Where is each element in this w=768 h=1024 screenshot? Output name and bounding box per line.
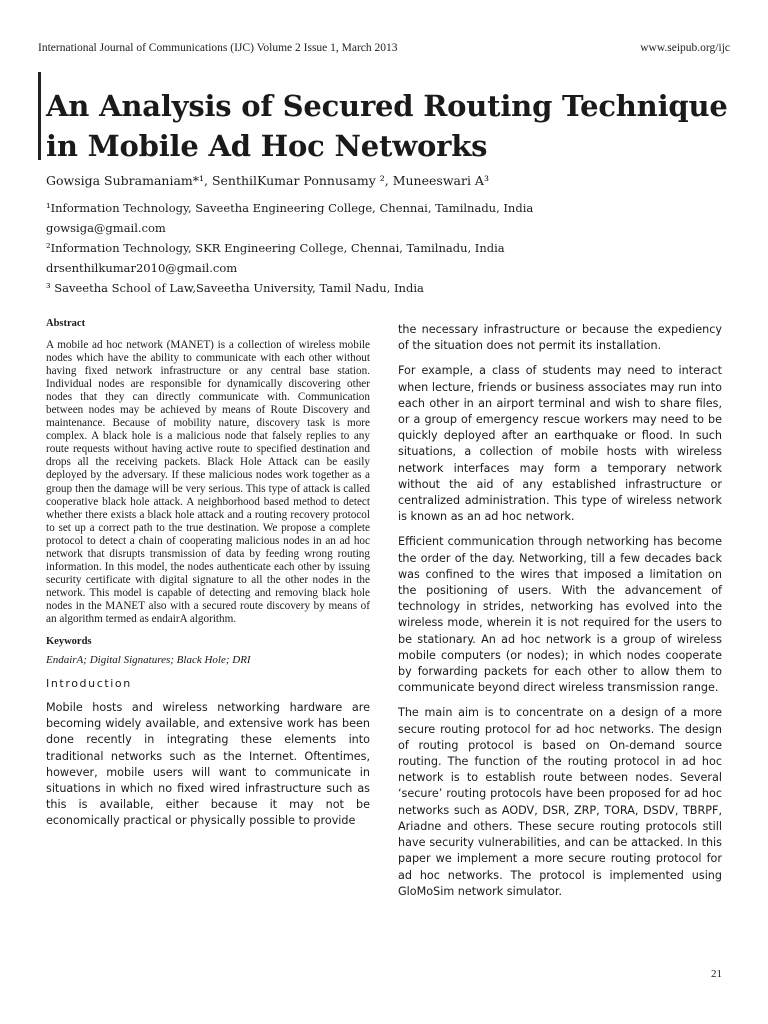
intro-paragraph-3: Efficient communication through networking has become the order of the day. Networking, till a few decades back was confined to the wires that imposed a limitation on the positioning of users. With the advancement of technology in strides, networking has evolved into the wireless mode, wherein it is not required for the users to be stationary. An ad hoc network is a group of wireless mobile computers (or nodes); in which nodes cooperate by forwarding packets for each other to allow them to communicate beyond direct wireless transmission range. <box>398 535 722 695</box>
journal-citation: International Journal of Communications (IJC) Volume 2 Issue 1, March 2013 <box>38 42 398 54</box>
email-1: gowsiga@gmail.com <box>46 221 166 235</box>
introduction-heading: Introduction <box>46 677 132 691</box>
keywords-text: EndairA; Digital Signatures; Black Hole; DRI <box>46 654 251 667</box>
affiliation-2: ²Information Technology, SKR Engineering College, Chennai, Tamilnadu, India <box>46 241 505 255</box>
running-header <box>38 42 730 54</box>
keywords-heading: Keywords <box>46 636 92 648</box>
journal-url: www.seipub.org/ijc <box>640 42 730 54</box>
abstract-heading: Abstract <box>46 318 86 329</box>
affiliation-1: ¹Information Technology, Saveetha Engineering College, Chennai, Tamilnadu, India <box>46 201 534 215</box>
intro-paragraph-4: The main aim is to concentrate on a design of a more secure routing protocol for ad hoc networks. The design of routing protocol is based on On-demand source routing. The function of the routing protocol in ad hoc network is to establish route between nodes. Several ‘secure’ routing protocols have been proposed for ad hoc networks such as AODV, DSR, ZRP, TORA, DSDV, TBRPF, Ariadne and others. These secure routing protocols still have security vulnerabilities, and can be attacked. In this paper we implement a more secure routing protocol for ad hoc networks. The protocol is implemented using GloMoSim network simulator. <box>398 706 722 898</box>
affiliations <box>46 198 736 298</box>
author-list: Gowsiga Subramaniam*¹, SenthilKumar Ponnusamy ², Muneeswari A³ <box>46 173 489 188</box>
left-column <box>46 318 370 839</box>
paper-title: An Analysis of Secured Routing Technique in Mobile Ad Hoc Networks <box>46 89 728 163</box>
right-column <box>398 322 722 909</box>
email-2: drsenthilkumar2010@gmail.com <box>46 261 238 275</box>
intro-paragraph-1: Mobile hosts and wireless networking hardware are becoming widely available, and extensive work has been done recently in integrating these elements into traditional networks such as the Internet. Oftentimes, however, mobile users will want to communicate in situations in which no fixed wired infrastructure such as this is available, either because it may not be economically practical or physically possible to provide <box>46 701 370 828</box>
title-rule <box>38 72 41 160</box>
affiliation-3: ³ Saveetha School of Law,Saveetha University, Tamil Nadu, India <box>46 281 424 295</box>
page-number: 21 <box>711 968 722 980</box>
abstract-text: A mobile ad hoc network (MANET) is a collection of wireless mobile nodes which have the ability to communicate with each other without having fixed network infrastructure or any central base station. Individual nodes are responsible for dynamically discovering other nodes that they can directly communicate with. Communication between nodes may be achieved by means of Route Discovery and maintenance. Because of mobility nature, discovery task is more complex. A black hole is a malicious node that falsely replies to any route requests without having active route to specified destination and drops all the receiving packets. Black Hole Attack can be easily deployed by the adversary. If these malicious nodes work together as a group then the damage will be very serious. This type of attack is called cooperative black hole attack. A neighborhood based method to detect whether there exists a black hole attack and a routing recovery protocol to set up a correct path to the true destination. We propose a complete protocol to detect a chain of cooperating malicious nodes in an ad hoc network that disrupts transmission of data by feeding wrong routing information. In this model, the nodes authenticate each other by issuing security certificate with digital signature to all the other nodes in the network. This model is capable of detecting and removing black hole nodes in the MANET also with a secured route discovery by means of an algorithm termed as endairA algorithm. <box>46 339 370 625</box>
intro-paragraph-1-continued: the necessary infrastructure or because the expediency of the situation does not permit its installation. <box>398 323 722 353</box>
intro-paragraph-2: For example, a class of students may need to interact when lecture, friends or business associates may run into each other in an airport terminal and wish to share files, or a group of emergency rescue workers may need to be quickly deployed after an earthquake or flood. In such situations, a collection of mobile hosts with wireless network interfaces may form a temporary network without the aid of any established infrastructure or centralized administration. This type of wireless network is known as an ad hoc network. <box>398 364 722 524</box>
